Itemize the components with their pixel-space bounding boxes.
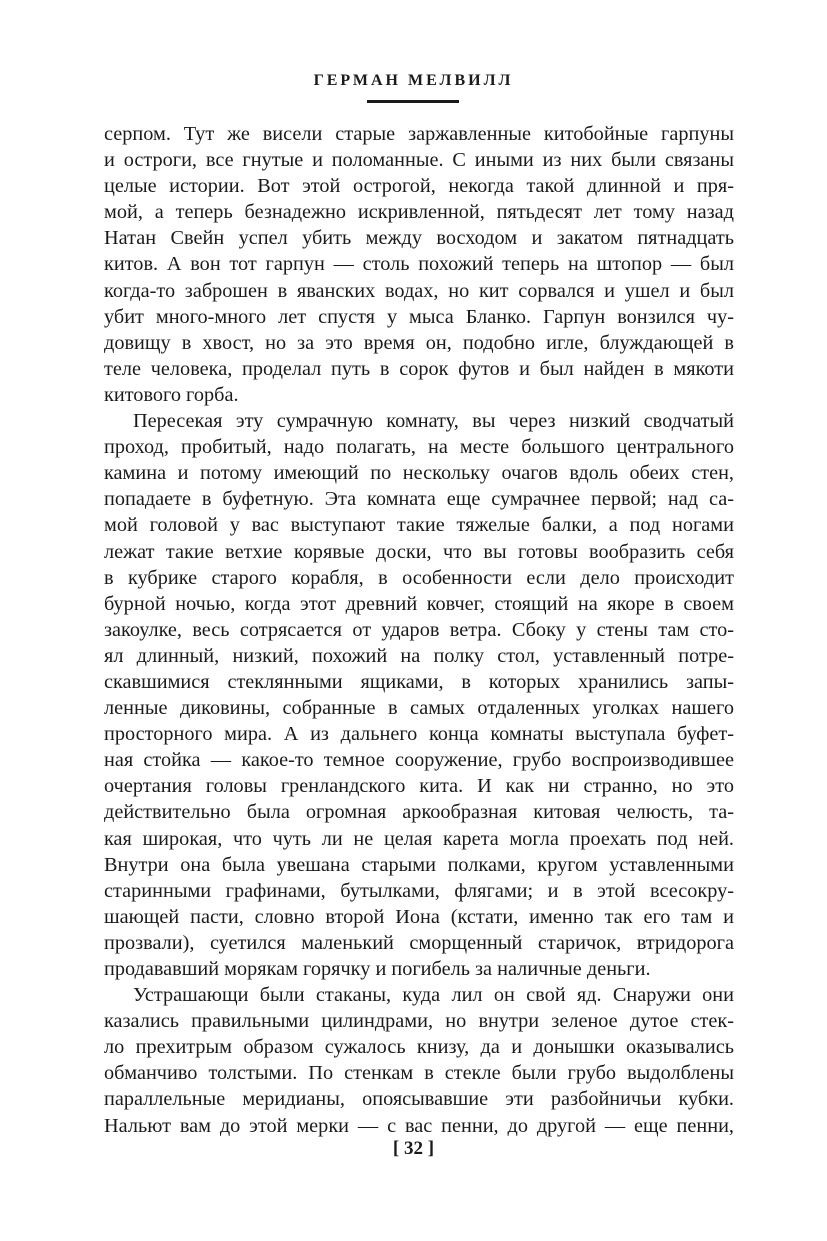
text-line: шающей пасти, словно второй Иона (кстати, именно так его там и [104,905,734,928]
text-line: параллельные меридианы, опоясывавшие эти разбойничьи кубки. [104,1088,734,1111]
header-rule [367,100,459,103]
text-line: проход, пробитый, надо полагать, на месте большого центрального [104,436,734,459]
text-line: китового горба. [104,383,239,406]
text-line: и остроги, все гнутые и поломанные. С иными из них были связаны [104,149,734,172]
running-head: ГЕРМАН МЕЛВИЛЛ [313,72,514,89]
text-line: скавшимися стеклянными ящиками, в которых хранились запы- [104,670,734,693]
text-line: обманчиво толстыми. По стенкам в стекле были грубо выдолблены [104,1062,734,1085]
text-line: мой, а теперь безнадежно искривленной, пятьдесят лет тому назад [104,201,734,224]
text-line: Устрашающи были стаканы, куда лил он свой яд. Снаружи они [133,984,734,1007]
text-line: Внутри она была увешана старыми полками, кругом уставленными [104,853,734,876]
text-line: просторного мира. А из дальнего конца комнаты выступала буфет- [104,723,734,746]
text-line: довищу в хвост, но за это время он, подобно игле, блуждающей в [104,331,734,354]
text-line: китов. А вон тот гарпун — столь похожий теперь на штопор — был [104,253,734,276]
text-line: бурной ночью, когда этот древний ковчег, стоящий на якоре в своем [104,592,734,615]
text-line: убит много-много лет спустя у мыса Бланко. Гарпун вонзился чу- [104,305,734,328]
text-line: теле человека, проделал путь в сорок футов и был найден в мякоти [104,357,734,380]
text-line: камина и потому имеющий по нескольку очагов вдоль обеих стен, [104,462,734,485]
page-number: [ 32 ] [392,1138,435,1159]
text-line: кая широкая, что чуть ли не целая карета могла проехать под ней. [104,827,734,850]
text-line: целые истории. Вот этой острогой, некогда такой длинной и пря- [104,175,734,198]
text-line: ленные диковины, собранные в самых отдаленных уголках нашего [104,697,734,720]
text-line: прозвали), суетился маленький сморщенный старичок, втридорога [104,931,734,954]
body-text [104,121,734,1139]
text-line: в кубрике старого корабля, в особенности если дело происходит [104,566,734,589]
text-line: действительно была огромная аркообразная китовая челюсть, та- [104,801,734,824]
text-line: очертания головы гренландского кита. И как ни странно, но это [104,775,734,798]
text-line: продававший морякам горячку и погибель за наличные деньги. [104,958,651,980]
text-line: закоулке, весь сотрясается от ударов ветра. Сбоку у стены там сто- [104,618,734,641]
text-line: Нальют вам до этой мерки — с вас пенни, до другой — еще пенни, [104,1114,734,1137]
text-line: ял длинный, низкий, похожий на полку стол, уставленный потре- [104,644,734,667]
text-line: мой головой у вас выступают такие тяжелые балки, а под ногами [104,514,734,537]
text-line: казались правильными цилиндрами, но внутри зеленое дутое стек- [104,1010,734,1033]
text-line: Натан Свейн успел убить между восходом и закатом пятнадцать [104,227,734,250]
text-line: старинными графинами, бутылками, флягами; и в этой всесокру- [104,879,734,902]
text-line: ло прехитрым образом сужалось книзу, да и донышки оказывались [104,1036,734,1059]
text-line: Пересекая эту сумрачную комнату, вы через низкий сводчатый [133,410,734,433]
text-line: когда-то заброшен в яванских водах, но кит сорвался и ушел и был [104,279,734,302]
text-line: лежат такие ветхие корявые доски, что вы готовы вообразить себя [104,540,734,563]
text-line: попадаете в буфетную. Эта комната еще сумрачнее первой; над са- [104,488,734,511]
text-line: серпом. Тут же висели старые заржавленные китобойные гарпуны [104,123,734,145]
text-line: ная стойка — какое-то темное сооружение, грубо воспроизводившее [104,749,734,772]
